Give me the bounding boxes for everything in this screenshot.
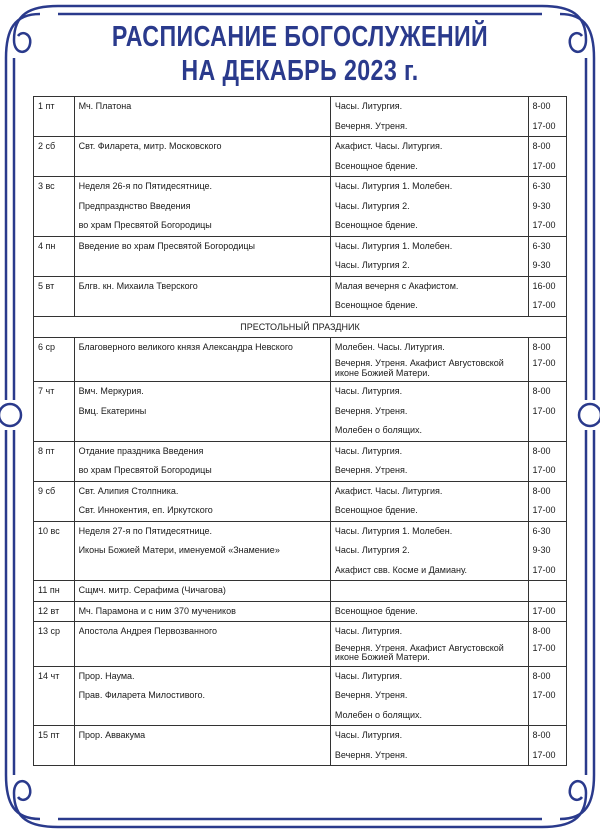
service-line: Молебен о болящих. [334, 425, 423, 435]
time-line: 8-00 [532, 101, 551, 111]
service-cell [330, 236, 528, 276]
event-line: Вмч. Меркурия. [78, 386, 144, 396]
day-label: 8 пт [38, 445, 55, 456]
table-row [34, 137, 567, 177]
service-cell [330, 726, 528, 766]
time-line: 17-00 [532, 358, 556, 368]
time-line: 8-00 [532, 730, 551, 740]
title-line-2: НА ДЕКАБРЬ 2023 г. [181, 55, 419, 87]
service-line: Вечерня. Утреня. [334, 749, 408, 760]
service-line: Часы. Литургия. [334, 445, 403, 456]
service-line: Часы. Литургия 1. Молебен. [334, 240, 453, 251]
event-cell [74, 276, 330, 316]
day-cell [34, 177, 75, 237]
service-line: Акафист. Часы. Литургия. [334, 141, 443, 151]
service-line: Часы. Литургия 1. Молебен. [334, 181, 453, 191]
day-cell [34, 441, 75, 481]
time-line: 17-00 [532, 160, 556, 171]
table-row [34, 481, 567, 521]
day-label: 9 сб [38, 485, 56, 496]
banner-row [34, 316, 567, 337]
day-cell [34, 97, 75, 137]
service-line: Акафист. Часы. Литургия. [334, 485, 443, 496]
day-label: 5 вт [38, 280, 55, 291]
day-label: 2 сб [38, 141, 56, 151]
time-line: 8-00 [532, 386, 551, 396]
service-line: Всенощное бдение. [334, 605, 418, 616]
event-cell [74, 521, 330, 581]
service-line: Вечерня. Утреня. Акафист Августовской иконе Божией Матери. [334, 358, 504, 378]
day-cell [34, 481, 75, 521]
time-line [533, 581, 562, 601]
service-line: Молебен. Часы. Литургия. [334, 341, 445, 352]
day-cell [34, 581, 75, 602]
schedule-table [33, 96, 567, 766]
event-line: Вмц. Екатерины [78, 405, 147, 416]
time-line: 9-30 [532, 545, 551, 555]
service-cell [330, 97, 528, 137]
day-cell [34, 382, 75, 442]
service-line [335, 581, 524, 601]
time-line: 6-30 [532, 525, 551, 536]
service-line: Часы. Литургия. [334, 386, 403, 396]
time-line: 17-00 [532, 564, 556, 575]
time-line: 17-00 [532, 749, 556, 760]
event-cell [74, 337, 330, 382]
service-line: Акафист свв. Косме и Дамиану. [334, 564, 468, 575]
time-line: 8-00 [532, 341, 551, 352]
event-line: Благоверного великого князя Александра Невского [78, 341, 293, 352]
service-line: Часы. Литургия. [334, 101, 403, 111]
table-row [34, 382, 567, 442]
event-cell [74, 481, 330, 521]
day-label: 14 чт [38, 670, 60, 681]
service-line: Всенощное бдение. [334, 220, 418, 230]
service-cell [330, 337, 528, 382]
service-line: Молебен о болящих. [334, 709, 423, 720]
day-label: 11 пн [38, 585, 60, 595]
time-line: 17-00 [532, 505, 556, 515]
time-line: 8-00 [532, 445, 551, 456]
table-row [34, 521, 567, 581]
time-line: 8-00 [532, 485, 551, 496]
time-line: 17-00 [532, 300, 556, 310]
time-line: 17-00 [532, 605, 556, 616]
event-line: Прав. Филарета Милостивого. [78, 690, 206, 700]
event-cell [74, 177, 330, 237]
service-cell [330, 382, 528, 442]
time-line: 17-00 [532, 690, 556, 700]
event-line: Свт. Филарета, митр. Московского [78, 141, 222, 151]
event-line: Свт. Алипия Столпника. [78, 485, 179, 496]
time-cell [528, 337, 566, 382]
service-line: Малая вечерня с Акафистом. [334, 280, 459, 291]
event-line: Предпразднство Введения [78, 200, 191, 211]
time-line: 17-00 [532, 220, 556, 230]
title-line-1: РАСПИСАНИЕ БОГОСЛУЖЕНИЙ [111, 21, 489, 53]
day-label: 4 пн [38, 240, 56, 251]
event-cell [74, 382, 330, 442]
time-cell [528, 276, 566, 316]
event-line: Неделя 26-я по Пятидесятнице. [78, 181, 213, 191]
time-line: 16-00 [532, 280, 556, 291]
table-row [34, 726, 567, 766]
table-row [34, 441, 567, 481]
event-line: во храм Пресвятой Богородицы [78, 220, 212, 230]
event-cell [74, 137, 330, 177]
service-cell [330, 521, 528, 581]
day-cell [34, 601, 75, 622]
table-row [34, 666, 567, 726]
day-cell [34, 521, 75, 581]
service-cell [330, 441, 528, 481]
table-row [34, 622, 567, 667]
time-cell [528, 441, 566, 481]
event-cell [74, 581, 330, 602]
schedule-body [34, 97, 567, 766]
time-line: 9-30 [532, 200, 551, 211]
day-label: 12 вт [38, 605, 60, 616]
day-label: 13 ср [38, 626, 61, 636]
time-cell [528, 236, 566, 276]
service-cell [330, 666, 528, 726]
day-cell [34, 236, 75, 276]
time-line: 17-00 [532, 465, 556, 475]
event-cell [74, 726, 330, 766]
time-cell [528, 666, 566, 726]
time-cell [528, 481, 566, 521]
service-cell [330, 137, 528, 177]
time-cell [528, 581, 566, 602]
event-line: Прор. Наума. [78, 670, 135, 681]
service-line: Часы. Литургия. [334, 626, 403, 636]
event-line: Сщмч. митр. Серафима (Чичагова) [78, 585, 226, 595]
service-cell [330, 177, 528, 237]
table-row [34, 337, 567, 382]
service-line: Часы. Литургия 2. [334, 545, 410, 555]
time-line: 8-00 [532, 626, 551, 636]
event-cell [74, 601, 330, 622]
table-row [34, 581, 567, 602]
event-line: Отдание праздника Введения [78, 445, 204, 456]
service-line: Часы. Литургия. [334, 730, 403, 740]
event-line: Свт. Иннокентия, еп. Иркутского [78, 505, 213, 515]
day-label: 15 пт [38, 730, 60, 740]
service-line: Всенощное бдение. [334, 300, 418, 310]
event-line: Мч. Платона [78, 101, 132, 111]
event-line: Блгв. кн. Михаила Тверского [78, 280, 198, 291]
day-cell [34, 622, 75, 667]
time-line: 17-00 [532, 642, 556, 653]
service-cell [330, 276, 528, 316]
event-cell [74, 622, 330, 667]
table-row [34, 97, 567, 137]
table-row [34, 177, 567, 237]
time-line: 6-30 [532, 240, 551, 251]
time-cell [528, 137, 566, 177]
time-line: 8-00 [532, 141, 551, 151]
time-cell [528, 177, 566, 237]
service-cell [330, 622, 528, 667]
day-cell [34, 137, 75, 177]
day-label: 6 ср [38, 341, 56, 352]
service-cell [330, 601, 528, 622]
service-line: Вечерня. Утреня. [334, 120, 408, 131]
service-line: Часы. Литургия 2. [334, 200, 410, 211]
table-row [34, 276, 567, 316]
page-title [60, 20, 540, 88]
service-cell [330, 581, 528, 602]
time-line: 8-00 [532, 670, 551, 681]
feast-banner: ПРЕСТОЛЬНЫЙ ПРАЗДНИК [34, 316, 567, 337]
time-cell [528, 97, 566, 137]
event-line: во храм Пресвятой Богородицы [78, 465, 212, 475]
event-line: Прор. Аввакума [78, 730, 146, 740]
day-label: 3 вс [38, 181, 55, 191]
time-cell [528, 382, 566, 442]
event-line: Введение во храм Пресвятой Богородицы [78, 240, 256, 251]
service-line: Вечерня. Утреня. [334, 690, 408, 700]
event-line: Апостола Андрея Первозванного [78, 626, 218, 636]
day-cell [34, 726, 75, 766]
time-line: 17-00 [532, 405, 556, 416]
event-cell [74, 97, 330, 137]
day-cell [34, 666, 75, 726]
service-line: Часы. Литургия. [334, 670, 403, 681]
day-cell [34, 337, 75, 382]
event-line: Иконы Божией Матери, именуемой «Знамение» [78, 545, 280, 555]
service-line: Часы. Литургия 1. Молебен. [334, 525, 453, 536]
day-label: 7 чт [38, 386, 55, 396]
service-cell [330, 481, 528, 521]
event-cell [74, 236, 330, 276]
day-cell [34, 276, 75, 316]
event-cell [74, 666, 330, 726]
time-cell [528, 521, 566, 581]
service-line: Вечерня. Утреня. [334, 405, 408, 416]
day-label: 1 пт [38, 101, 55, 111]
event-cell [74, 441, 330, 481]
service-line: Часы. Литургия 2. [334, 260, 410, 270]
time-cell [528, 622, 566, 667]
service-line: Вечерня. Утреня. Акафист Августовской иконе Божией Матери. [334, 642, 504, 662]
time-line: 17-00 [532, 120, 556, 131]
time-line: 9-30 [532, 260, 551, 270]
service-line: Вечерня. Утреня. [334, 465, 408, 475]
event-line: Мч. Парамона и с ним 370 мучеников [78, 605, 236, 616]
table-row [34, 236, 567, 276]
service-line: Всенощное бдение. [334, 505, 418, 515]
day-label: 10 вс [38, 525, 60, 536]
event-line: Неделя 27-я по Пятидесятнице. [78, 525, 213, 536]
time-line: 6-30 [532, 181, 551, 191]
time-cell [528, 601, 566, 622]
service-line: Всенощное бдение. [334, 160, 418, 171]
time-cell [528, 726, 566, 766]
table-row [34, 601, 567, 622]
